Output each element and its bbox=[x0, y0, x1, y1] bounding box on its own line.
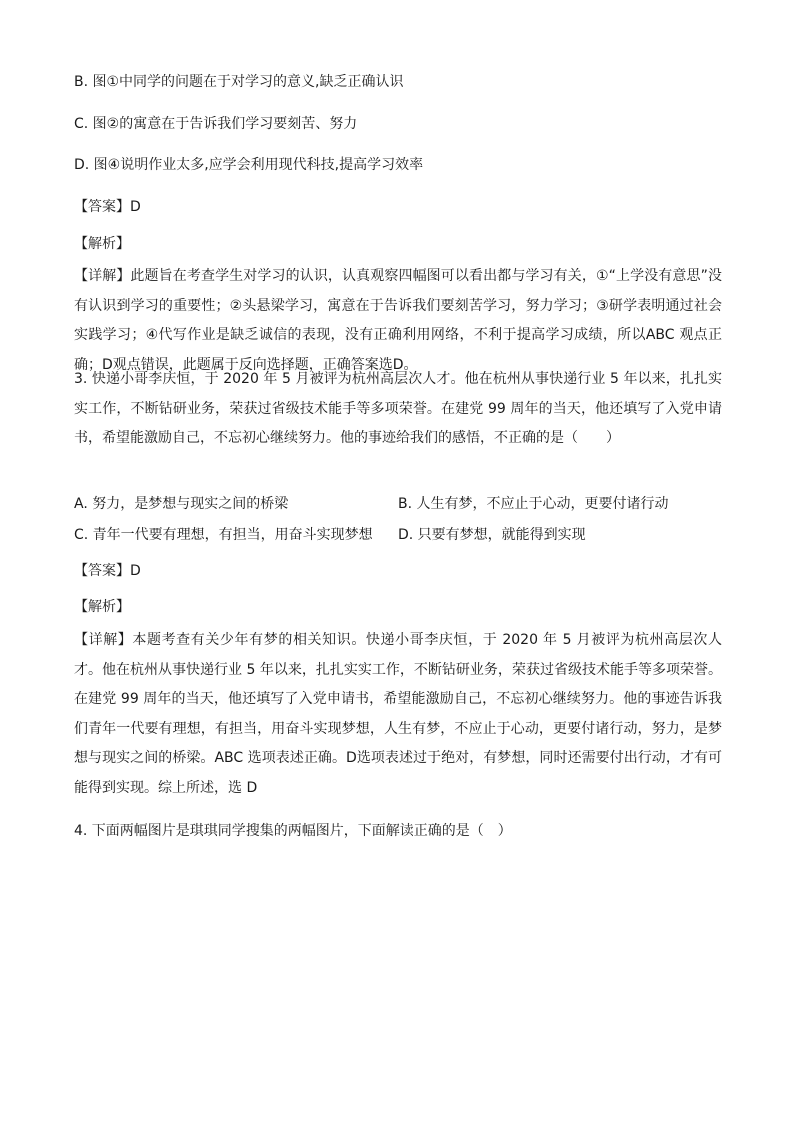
q2-option-c: C. 图②的寓意在于告诉我们学习要刻苦、努力 bbox=[74, 116, 358, 132]
q2-analysis-label: 【解析】 bbox=[74, 236, 130, 252]
q3-analysis-label: 【解析】 bbox=[74, 599, 130, 615]
q3-option-c: C. 青年一代要有理想，有担当，用奋斗实现梦想 bbox=[74, 527, 373, 543]
q2-option-d: D. 图④说明作业太多,应学会利用现代科技,提高学习效率 bbox=[74, 157, 424, 173]
q3-option-d: D. 只要有梦想，就能得到实现 bbox=[398, 527, 586, 543]
q2-detail: 【详解】此题旨在考查学生对学习的认识，认真观察四幅图可以看出都与学习有关，①“上学没有意思”没有认识到学习的重要性；②头悬梁学习，寓意在于告诉我们要刻苦学习，努力学习；③研学表明通过社会实践学习；④代写作业是缺乏诚信的表现，没有正确利用网络，不利于提高学习成绩，所以ABC 观点正确；D观点错误，此题属于反向选择题，正确答案选D。 bbox=[74, 268, 722, 373]
q2-option-b: B. 图①中同学的问题在于对学习的意义,缺乏正确认识 bbox=[74, 74, 404, 90]
q4-stem: 4. 下面两幅图片是琪琪同学搜集的两幅图片，下面解读正确的是（ ） bbox=[74, 823, 512, 839]
q3-detail: 【详解】本题考查有关少年有梦的相关知识。快递小哥李庆恒，于 2020 年 5 月被评为杭州高层次人才。他在杭州从事快递行业 5 年以来，扎扎实实工作，不断钻研业务，荣获过省级技术能手等多项荣誉。在建党 99 周年的当天，他还填写了入党申请书，希望能激励自己，不忘初心继续努力。他的事迹告诉我们青年一代要有理想，有担当，用奋斗实现梦想，人生有梦，不应止于心动，更要付诸行动，努力，是梦想与现实之间的桥梁。ABC 选项表述正确。D选项表述过于绝对，有梦想，同时还需要付出行动，才有可能得到实现。综上所述，选 D bbox=[74, 632, 722, 796]
q3-stem: 3. 快递小哥李庆恒，于 2020 年 5 月被评为杭州高层次人才。他在杭州从事快递行业 5 年以来，扎扎实实工作，不断钻研业务，荣获过省级技术能手等多项荣誉。在建党 99 周年的当天，他还填写了入党申请书，希望能激励自己，不忘初心继续努力。他的事迹给我们的感悟，不正确的是（ ） bbox=[74, 371, 722, 446]
q3-answer: 【答案】D bbox=[74, 563, 141, 579]
q3-option-a: A. 努力，是梦想与现实之间的桥梁 bbox=[74, 496, 289, 512]
q3-option-b: B. 人生有梦，不应止于心动，更要付诸行动 bbox=[398, 496, 669, 512]
q2-answer: 【答案】D bbox=[74, 199, 141, 215]
